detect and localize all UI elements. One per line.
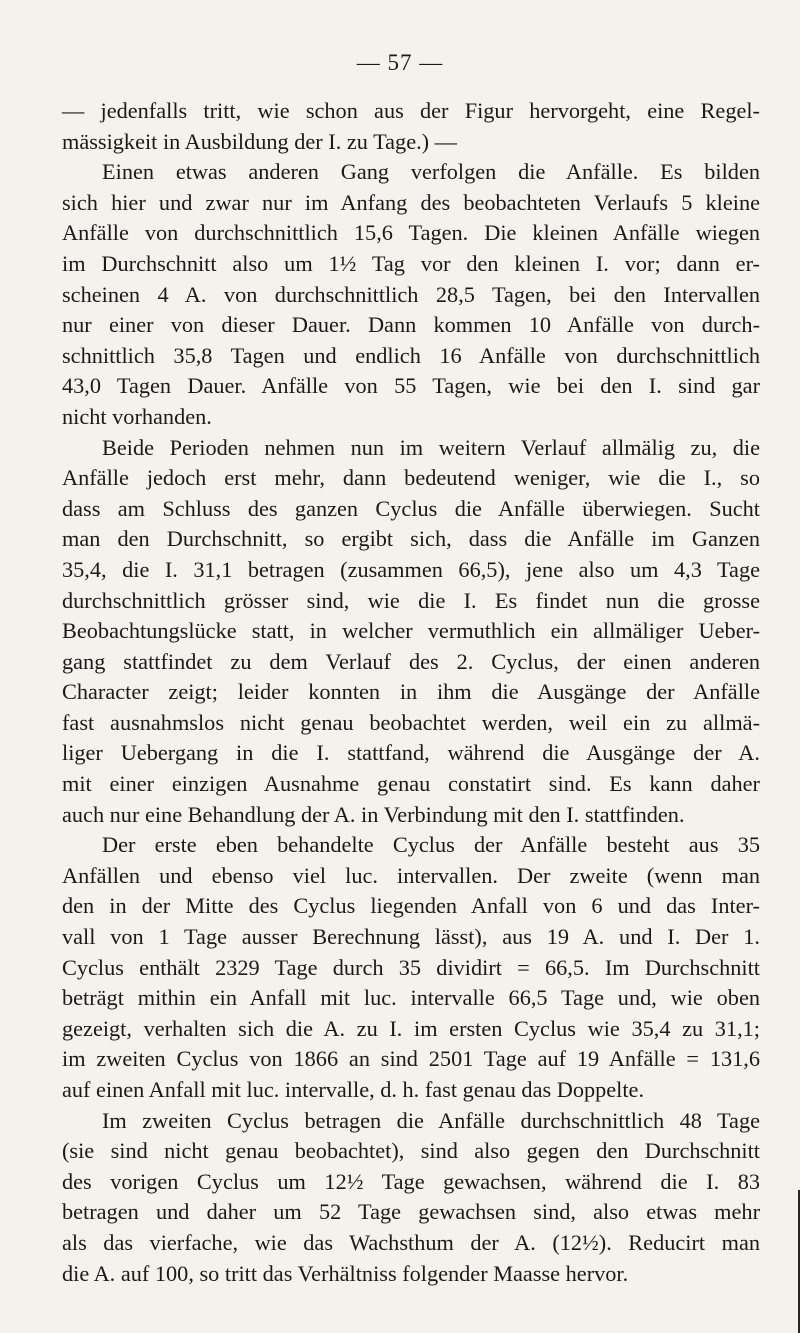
text-line: nur einer von dieser Dauer. Dann kommen 10 Anfälle von durch- <box>62 312 760 338</box>
text-line: die A. auf 100, so tritt das Verhältniss folgender Maasse hervor. <box>62 1260 629 1286</box>
text-line: Cyclus enthält 2329 Tage durch 35 dividirt = 66,5. Im Durchschnitt <box>62 954 760 980</box>
text-line: durchschnittlich grösser sind, wie die I. Es findet nun die grosse <box>62 587 760 613</box>
text-line: gezeigt, verhalten sich die A. zu I. im ersten Cyclus wie 35,4 zu 31,1; <box>62 1015 760 1041</box>
paragraph <box>62 1106 760 1290</box>
text-line: Character zeigt; leider konnten in ihm die Ausgänge der Anfälle <box>62 679 760 705</box>
text-line: dass am Schluss des ganzen Cyclus die Anfälle überwiegen. Sucht <box>62 495 760 521</box>
text-line: beträgt mithin ein Anfall mit luc. intervalle 66,5 Tage und, wie oben <box>62 985 760 1011</box>
text-line: — jedenfalls tritt, wie schon aus der Figur hervorgeht, eine Regel- <box>62 98 760 123</box>
text-line: man den Durchschnitt, so ergibt sich, dass die Anfälle im Ganzen <box>62 526 760 552</box>
text-line: mit einer einzigen Ausnahme genau constatirt sind. Es kann daher <box>62 771 760 797</box>
text-line: sich hier und zwar nur im Anfang des beobachteten Verlaufs 5 kleine <box>62 189 760 215</box>
text-line: Beobachtungslücke statt, in welcher vermuthlich ein allmäliger Ueber- <box>62 618 760 644</box>
text-line: als das vierfache, wie das Wachsthum der A. (12½). Reducirt man <box>62 1229 760 1255</box>
text-line: im Durchschnitt also um 1½ Tag vor den kleinen I. vor; dann er- <box>62 250 760 276</box>
text-line: mässigkeit in Ausbildung der I. zu Tage.) — <box>62 128 457 154</box>
text-line: betragen und daher um 52 Tage gewachsen sind, also etwas mehr <box>62 1199 760 1225</box>
text-line: 35,4, die I. 31,1 betragen (zusammen 66,5), jene also um 4,3 Tage <box>62 556 760 582</box>
body-text <box>62 96 760 1289</box>
text-line: Anfälle jedoch erst mehr, dann bedeutend weniger, wie die I., so <box>62 465 760 491</box>
paragraph <box>62 157 760 432</box>
text-line: im zweiten Cyclus von 1866 an sind 2501 Tage auf 19 Anfälle = 131,6 <box>62 1046 760 1072</box>
text-line: schnittlich 35,8 Tagen und endlich 16 Anfälle von durchschnittlich <box>62 342 760 368</box>
text-line: den in der Mitte des Cyclus liegenden Anfall von 6 und das Inter- <box>62 893 760 919</box>
text-line: Im zweiten Cyclus betragen die Anfälle durchschnittlich 48 Tage <box>102 1107 760 1133</box>
text-line: gang stattfindet zu dem Verlauf des 2. Cyclus, der einen anderen <box>62 648 760 674</box>
text-line: scheinen 4 A. von durchschnittlich 28,5 Tagen, bei den Intervallen <box>62 281 760 307</box>
text-line: auch nur eine Behandlung der A. in Verbindung mit den I. stattfinden. <box>62 801 685 827</box>
paragraph <box>62 433 760 831</box>
text-line: vall von 1 Tage ausser Berechnung lässt), aus 19 A. und I. Der 1. <box>62 924 760 950</box>
text-line: fast ausnahmslos nicht genau beobachtet werden, weil ein zu allmä- <box>62 709 760 735</box>
text-line: Anfälle von durchschnittlich 15,6 Tagen. Die kleinen Anfälle wiegen <box>62 220 760 246</box>
text-line: des vorigen Cyclus um 12½ Tage gewachsen, während die I. 83 <box>62 1168 760 1194</box>
text-line: nicht vorhanden. <box>62 403 212 429</box>
text-line: (sie sind nicht genau beobachtet), sind also gegen den Durchschnitt <box>62 1138 760 1164</box>
paragraph <box>62 96 760 157</box>
text-line: auf einen Anfall mit luc. intervalle, d. h. fast genau das Doppelte. <box>62 1077 645 1102</box>
page-number: — 57 — <box>356 50 444 75</box>
text-line: liger Uebergang in die I. stattfand, während die Ausgänge der A. <box>62 740 760 766</box>
text-line: 43,0 Tagen Dauer. Anfälle von 55 Tagen, wie bei den I. sind gar <box>62 373 760 399</box>
text-line: Der erste eben behandelte Cyclus der Anfälle besteht aus 35 <box>102 832 760 858</box>
text-line: Beide Perioden nehmen nun im weitern Verlauf allmälig zu, die <box>102 434 760 460</box>
text-line: Anfällen und ebenso viel luc. intervallen. Der zweite (wenn man <box>62 862 760 888</box>
paragraph <box>62 830 760 1105</box>
text-line: Einen etwas anderen Gang verfolgen die Anfälle. Es bilden <box>102 159 760 185</box>
